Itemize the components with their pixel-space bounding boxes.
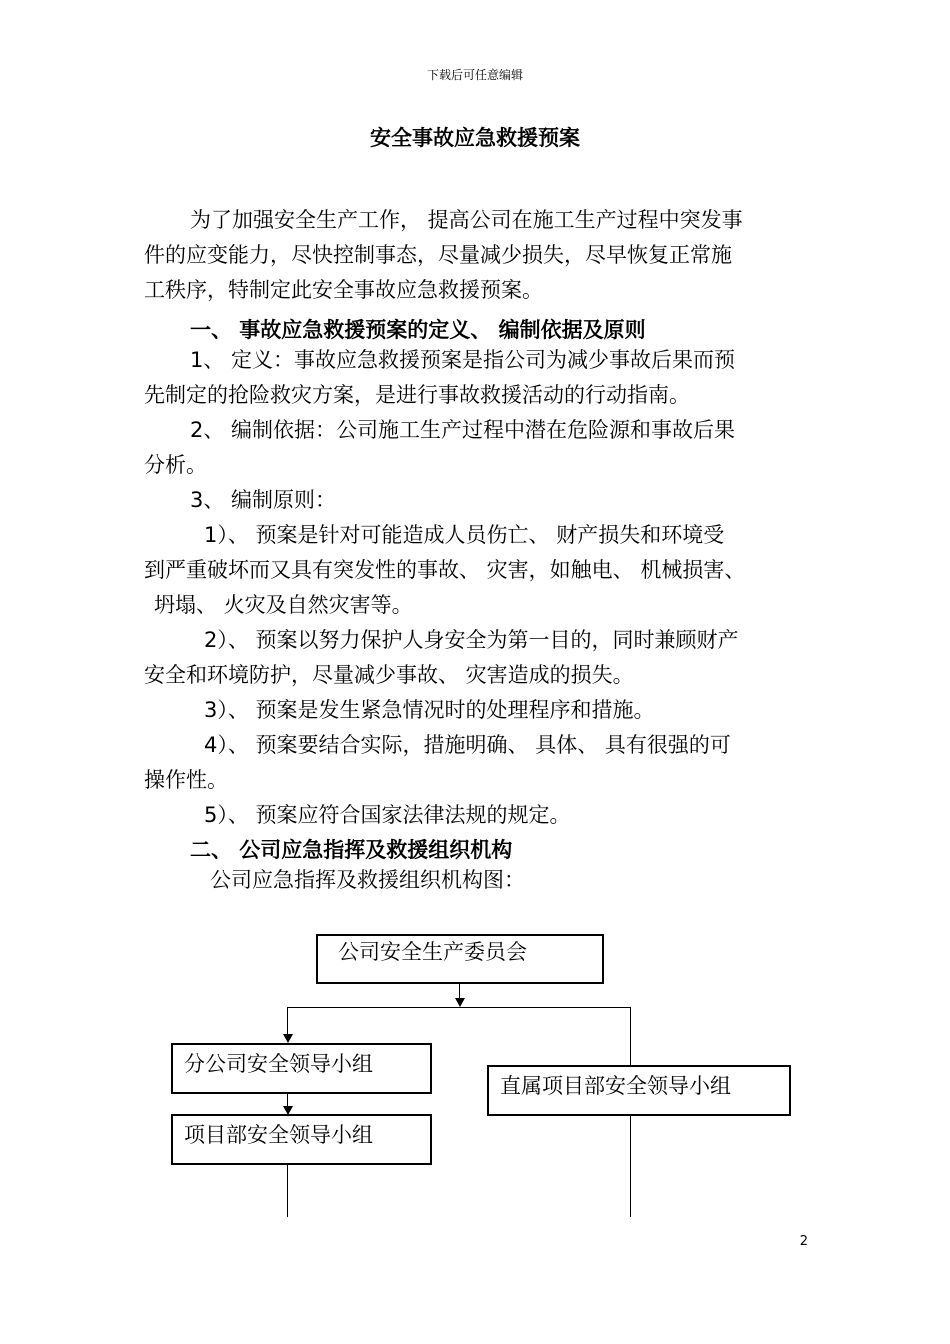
section-2-heading: 二、 公司应急指挥及救援组织机构: [190, 838, 513, 862]
sub-3: 3）、 预案是发生紧急情况时的处理程序和措施。: [204, 698, 655, 722]
org-box-committee-label: 公司安全生产委员会: [338, 940, 527, 964]
sub-4-line-2: 操作性。: [144, 768, 228, 792]
org-box-committee: [316, 934, 604, 984]
intro-line-3: 工秩序，特制定此安全事故应急救援预案。: [144, 278, 543, 302]
org-box-branch-label: 分公司安全领导小组: [184, 1052, 373, 1076]
arrow-down-icon: [283, 1034, 293, 1043]
sub-2-line-2: 安全和环境防护，尽量减少事故、 灾害造成的损失。: [144, 663, 634, 687]
header-note: 下载后可任意编辑: [426, 68, 523, 82]
org-box-project: [171, 1114, 432, 1165]
sub-1-line-3: 坍塌、 火灾及自然灾害等。: [154, 593, 413, 617]
intro-line-1: 为了加强安全生产工作， 提高公司在施工生产过程中突发事: [190, 208, 743, 232]
document-title: 安全事故应急救援预案: [370, 126, 580, 150]
page-number: 2: [799, 1234, 808, 1249]
connector-line-horizontal: [288, 1007, 631, 1008]
intro-line-2: 件的应变能力，尽快控制事态，尽量减少损失，尽早恢复正常施: [144, 243, 732, 267]
org-box-direct-label: 直属项目部安全领导小组: [500, 1074, 731, 1098]
item-3: 3、 编制原则：: [190, 488, 337, 512]
org-box-direct: [487, 1065, 791, 1116]
section-1-heading: 一、 事故应急救援预案的定义、 编制依据及原则: [190, 318, 646, 342]
arrow-down-icon: [455, 998, 465, 1007]
connector-line: [630, 1007, 631, 1065]
sub-2-line-1: 2）、 预案以努力保护人身安全为第一目的，同时兼顾财产: [204, 628, 739, 652]
item-2-line-2: 分析。: [144, 453, 207, 477]
org-box-project-label: 项目部安全领导小组: [184, 1123, 373, 1147]
connector-line: [287, 1007, 288, 1035]
org-chart-caption: 公司应急指挥及救援组织机构图：: [210, 868, 525, 892]
sub-5: 5）、 预案应符合国家法律法规的规定。: [204, 803, 571, 827]
item-2-line-1: 2、 编制依据：公司施工生产过程中潜在危险源和事故后果: [190, 418, 736, 442]
sub-1-line-2: 到严重破坏而又具有突发性的事故、 灾害，如触电、 机械损害、: [144, 558, 746, 582]
sub-4-line-1: 4）、 预案要结合实际，措施明确、 具体、 具有很强的可: [204, 733, 731, 757]
item-1-line-1: 1、 定义：事故应急救援预案是指公司为减少事故后果而预: [190, 348, 736, 372]
connector-line: [630, 1116, 631, 1217]
connector-line: [287, 1165, 288, 1217]
sub-1-line-1: 1）、 预案是针对可能造成人员伤亡、 财产损失和环境受: [204, 523, 725, 547]
item-1-line-2: 先制定的抢险救灾方案，是进行事故救援活动的行动指南。: [144, 383, 690, 407]
org-box-branch: [171, 1043, 432, 1094]
